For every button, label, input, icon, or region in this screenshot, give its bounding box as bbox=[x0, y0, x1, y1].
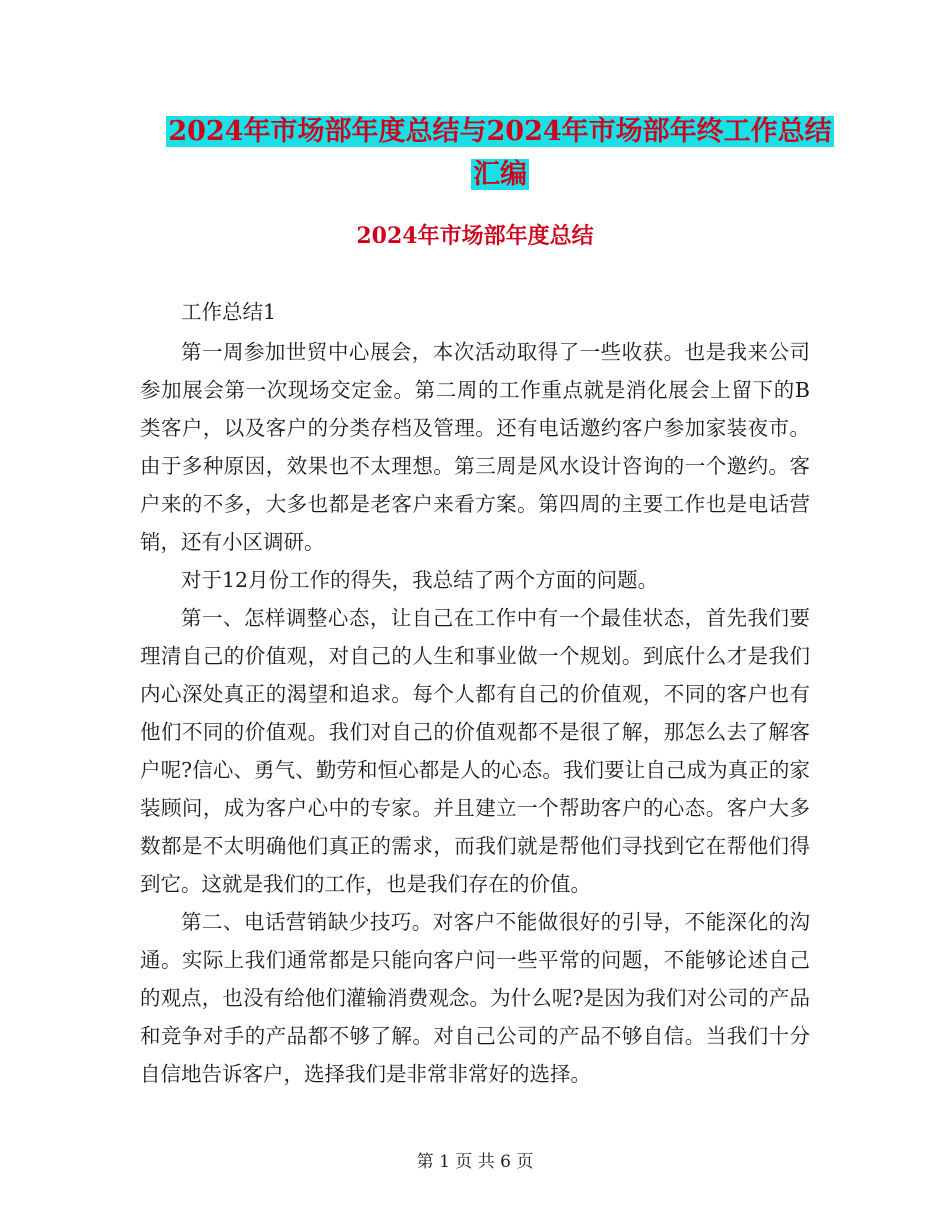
section-heading: 2024年市场部年度总结 bbox=[356, 223, 594, 249]
body-paragraph: 第一、怎样调整心态，让自己在工作中有一个最佳状态，首先我们要理清自己的价值观，对自己的人生和事业做一个规划。到底什么才是我们内心深处真正的渴望和追求。每个人都有自己的价值观，不同的客户也有他们不同的价值观。我们对自己的价值观都不是很了解，那怎么去了解客户呢?信心、勇气、勤劳和恒心都是人的心态。我们要让自己成为真正的家装顾问，成为客户心中的专家。并且建立一个帮助客户的心态。客户大多数都是不太明确他们真正的需求，而我们就是帮他们寻找到它在帮他们得到它。这就是我们的工作，也是我们存在的价值。 bbox=[140, 606, 810, 896]
document-title-text-2: 汇编 bbox=[473, 159, 527, 190]
document-body bbox=[140, 293, 810, 1093]
document-title-line-2 bbox=[150, 155, 850, 195]
document-title-line-1 bbox=[150, 112, 850, 152]
body-paragraph: 第二、电话营销缺少技巧。对客户不能做很好的引导，不能深化的沟通。实际上我们通常都是只能向客户问一些平常的问题，不能够论述自己的观点，也没有给他们灌输消费观念。为什么呢?是因为我们对公司的产品和竞争对手的产品都不够了解。对自己公司的产品不够自信。当我们十分自信地告诉客户，选择我们是非常非常好的选择。 bbox=[140, 910, 810, 1086]
page-footer: 第 1 页 共 6 页 bbox=[416, 1152, 534, 1172]
body-paragraph: 第一周参加世贸中心展会，本次活动取得了一些收获。也是我来公司参加展会第一次现场交定金。第二周的工作重点就是消化展会上留下的B类客户，以及客户的分类存档及管理。还有电话邀约客户参加家装夜市。由于多种原因，效果也不太理想。第三周是风水设计咨询的一个邀约。客户来的不多，大多也都是老客户来看方案。第四周的主要工作也是电话营销，还有小区调研。 bbox=[140, 340, 810, 554]
document-title-text-1: 2024年市场部年度总结与2024年市场部年终工作总结 bbox=[168, 116, 832, 147]
subheading-paragraph: 工作总结1 bbox=[181, 300, 277, 324]
body-paragraph: 对于12月份工作的得失，我总结了两个方面的问题。 bbox=[181, 568, 659, 592]
